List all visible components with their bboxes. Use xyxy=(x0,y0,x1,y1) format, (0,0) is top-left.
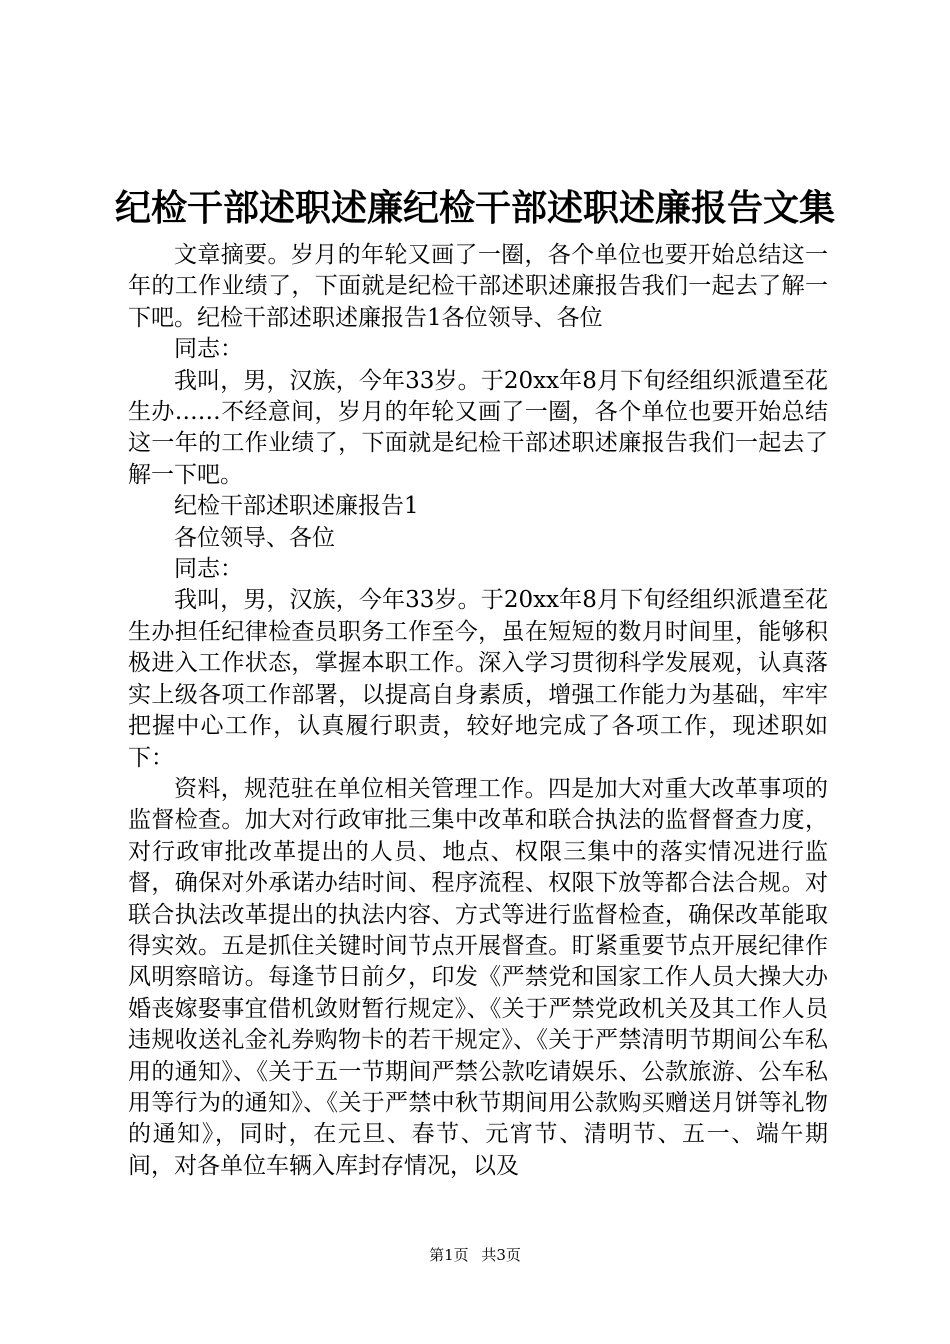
paragraph-self-introduction: 我叫，男，汉族，今年33岁。于20xx年8月下旬经组织派遣至花生办担任纪律检查员职务工作至今，虽在短短的数月时间里，能够积极进入工作状态，掌握本职工作。深入学习贯彻科学发展观，认真落实上级各项工作部署，以提高自身素质，增强工作能力为基础，牢牢把握中心工作，认真履行职责，较好地完成了各项工作，现述职如下： xyxy=(128,587,828,771)
paragraph-greeting: 各位领导、各位 xyxy=(174,524,335,551)
paragraph-report-heading: 纪检干部述职述廉报告1 xyxy=(174,493,419,520)
paragraph-intro: 我叫，男，汉族，今年33岁。于20xx年8月下旬经组织派遣至花生办……不经意间，岁月的年轮又画了一圈，各个单位也要开始总结这一年的工作业绩了，下面就是纪检干部述职述廉报告我们一起去了解一下吧。 xyxy=(128,367,828,488)
paragraph-salutation-2: 同志： xyxy=(174,556,243,583)
document-title: 纪检干部述职述廉纪检干部述职述廉报告文集 xyxy=(114,188,835,229)
paragraph-abstract: 文章摘要。岁月的年轮又画了一圈，各个单位也要开始总结这一年的工作业绩了，下面就是纪检干部述职述廉报告我们一起去了解一下吧。纪检干部述职述廉报告1各位领导、各位 xyxy=(128,242,828,331)
page-number: 第1页 xyxy=(429,1246,469,1264)
page-footer xyxy=(0,1245,950,1265)
paragraph-work-details: 资料，规范驻在单位相关管理工作。四是加大对重大改革事项的监督检查。加大对行政审批三集中改革和联合执法的监督督查力度，对行政审批改革提出的人员、地点、权限三集中的落实情况进行监督，确保对外承诺办结时间、程序流程、权限下放等都合法合规。对联合执法改革提出的执法内容、方式等进行监督检查，确保改革能取得实效。五是抓住关键时间节点开展督查。盯紧重要节点开展纪律作风明察暗访。每逢节日前夕，印发《严禁党和国家工作人员大操大办婚丧嫁娶事宜借机敛财暂行规定》、《关于严禁党政机关及其工作人员违规收送礼金礼券购物卡的若干规定》、《关于严禁清明节期间公车私用的通知》、《关于五一节期间严禁公款吃请娱乐、公款旅游、公车私用等行为的通知》、《关于严禁中秋节期间用公款购买赠送月饼等礼物的通知》，同时，在元旦、春节、元宵节、清明节、五一、端午期间，对各单位车辆入库封存情况，以及 xyxy=(128,775,828,1179)
paragraph-salutation: 同志： xyxy=(174,336,243,363)
page-total: 共3页 xyxy=(481,1246,521,1264)
document-body xyxy=(128,240,828,1182)
